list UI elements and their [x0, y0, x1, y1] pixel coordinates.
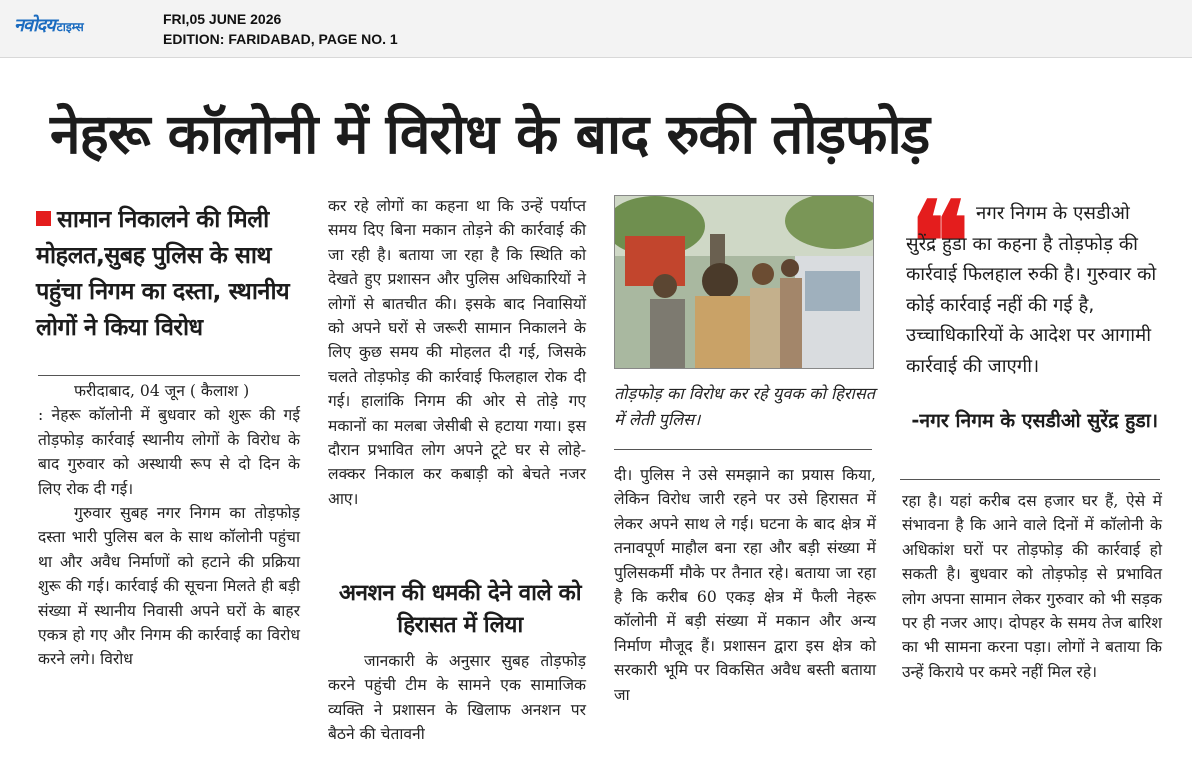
- logo-main-text: नवोदय: [14, 15, 55, 36]
- subheadline-text: सामान निकालने की मिली मोहलत,सुबह पुलिस के साथ पहुंचा निगम का दस्ता, स्थानीय लोगों ने किया विरोध: [36, 205, 290, 341]
- column-2-continued: [328, 649, 586, 747]
- paragraph-1: : नेहरू कॉलोनी में बुधवार को शुरू की गई तोड़फोड़ कार्रवाई स्थानीय लोगों के विरोध के बाद गुरुवार को अस्थायी रूप से दो दिन के लिए रोक दी गई।: [38, 406, 300, 498]
- paragraph-4: जानकारी के अनुसार सुबह तोड़फोड़ करने पहुंची टीम के सामने एक सामाजिक व्यक्ति ने प्रशासन के खिलाफ अनशन पर बैठने की चेतावनी: [328, 652, 586, 744]
- paragraph-5: दी। पुलिस ने उसे समझाने का प्रयास किया, लेकिन विरोध जारी रहने पर उसे हिरासत में लेकर अपने साथ ले गई। घटना के बाद क्षेत्र में तनावपूर्ण माहौल बना रहा और बड़ी संख्या में पुलिसकर्मी मौके पर तैनात रहे। बताया जा रहा है कि करीब 60 एकड़ क्षेत्र में फैली नेहरू कॉलोनी में बड़ी संख्या में मकान और अन्य निर्माण मौजूद हैं। प्रशासन द्वारा इस क्षेत्र को सरकारी भूमि पर विकसित अवैध बस्ती बताया जा: [614, 466, 876, 704]
- logo-sub-text: टाइम्स: [56, 20, 84, 34]
- caption-rule: [614, 449, 872, 450]
- red-square-bullet-icon: [36, 211, 51, 226]
- paragraph-3: कर रहे लोगों का कहना था कि उन्हें पर्याप्त समय दिए बिना मकान तोड़ने की कार्रवाई की जा रही है। बताया जा रहा है कि स्थिति को देखते हुए प्रशासन और पुलिस अधिकारियों ने लोगों से बातचीत की। इसके बाद निवासियों को अपने घरों से जरूरी सामान निकालने के लिए कुछ समय की मोहलत दी गई, जिसके चलते तोड़फोड़ की कार्रवाई फिलहाल रोक दी गई। हालांकि निगम की ओर से तोड़े गए मकानों का मलबा जेसीबी से हटाया गया। इस दौरान प्रभावित लोग अपने टूटे घर से लोहे-लक्कर निकाल कर कबाड़ी को बेचते नजर आए।: [328, 197, 586, 508]
- column-divider-rule: [38, 375, 300, 376]
- inner-subtitle: अनशन की धमकी देने वाले को हिरासत में लिया: [338, 580, 582, 638]
- newspaper-page: [0, 59, 1192, 769]
- column-4: [902, 489, 1162, 684]
- cut-off-left-column: [0, 99, 16, 769]
- column-3: [614, 463, 876, 707]
- quote-rule: [900, 479, 1160, 480]
- quotation-mark-icon: ❝: [910, 177, 970, 306]
- dateline: फरीदाबाद, 04 जून ( कैलाश ): [74, 382, 250, 400]
- quote-author: -नगर निगम के एसडीओ सुरेंद्र हुडा।: [911, 409, 1158, 432]
- edition-name: EDITION: FARIDABAD, PAGE NO. 1: [163, 31, 398, 47]
- newspaper-logo[interactable]: [14, 13, 84, 35]
- article-subheadline: [36, 201, 298, 345]
- masthead-bar: [0, 0, 1192, 58]
- photo-illustration: [615, 196, 874, 369]
- paragraph-2: गुरुवार सुबह नगर निगम का तोड़फोड़ दस्ता भारी पुलिस बल के साथ कॉलोनी पहुंचा था और अवैध निर्माणों को हटाने की प्रक्रिया शुरू की गई। कार्रवाई की सूचना मिलते ही बड़ी संख्या में स्थानीय निवासी अपने घरों के बाहर एकत्र हो गए और निगम की कार्रवाई का विरोध करने लगे। विरोध: [38, 504, 300, 669]
- article-headline: नेहरू कॉलोनी में विरोध के बाद रुकी तोड़फोड़: [50, 102, 930, 166]
- column-2: [328, 194, 586, 511]
- cut-off-text-strip: [0, 59, 1192, 71]
- quote-box: [906, 199, 1162, 383]
- quote-text: नगर निगम के एसडीओ सुरेंद्र हुडा का कहना है तोड़फोड़ की कार्रवाई फिलहाल रुकी है। गुरुवार को कोई कार्रवाई नहीं की गई है, उच्चाधिकारियों के आदेश पर आगामी कार्रवाई की जाएगी।: [906, 203, 1157, 377]
- edition-info: [163, 9, 398, 49]
- news-photo[interactable]: [614, 195, 874, 369]
- paragraph-6: रहा है। यहां करीब दस हजार घर हैं, ऐसे में संभावना है कि आने वाले दिनों में कॉलोनी के अधिकांश घरों पर तोड़फोड़ की कार्रवाई हो सकती है। बुधवार को तोड़फोड़ से प्रभावित लोग अपना सामान लेकर गुरुवार को भी सड़क पर ही नजर आए। दोपहर के समय तेज बारिश का भी सामना करना पड़ा। लोगों ने बताया कि उन्हें किराये पर कमरे नहीं मिल रहे।: [902, 492, 1162, 681]
- column-1: [38, 379, 300, 672]
- photo-caption: तोड़फोड़ का विरोध कर रहे युवक को हिरासत में लेती पुलिस।: [614, 384, 876, 429]
- edition-date: FRI,05 JUNE 2026: [163, 11, 282, 27]
